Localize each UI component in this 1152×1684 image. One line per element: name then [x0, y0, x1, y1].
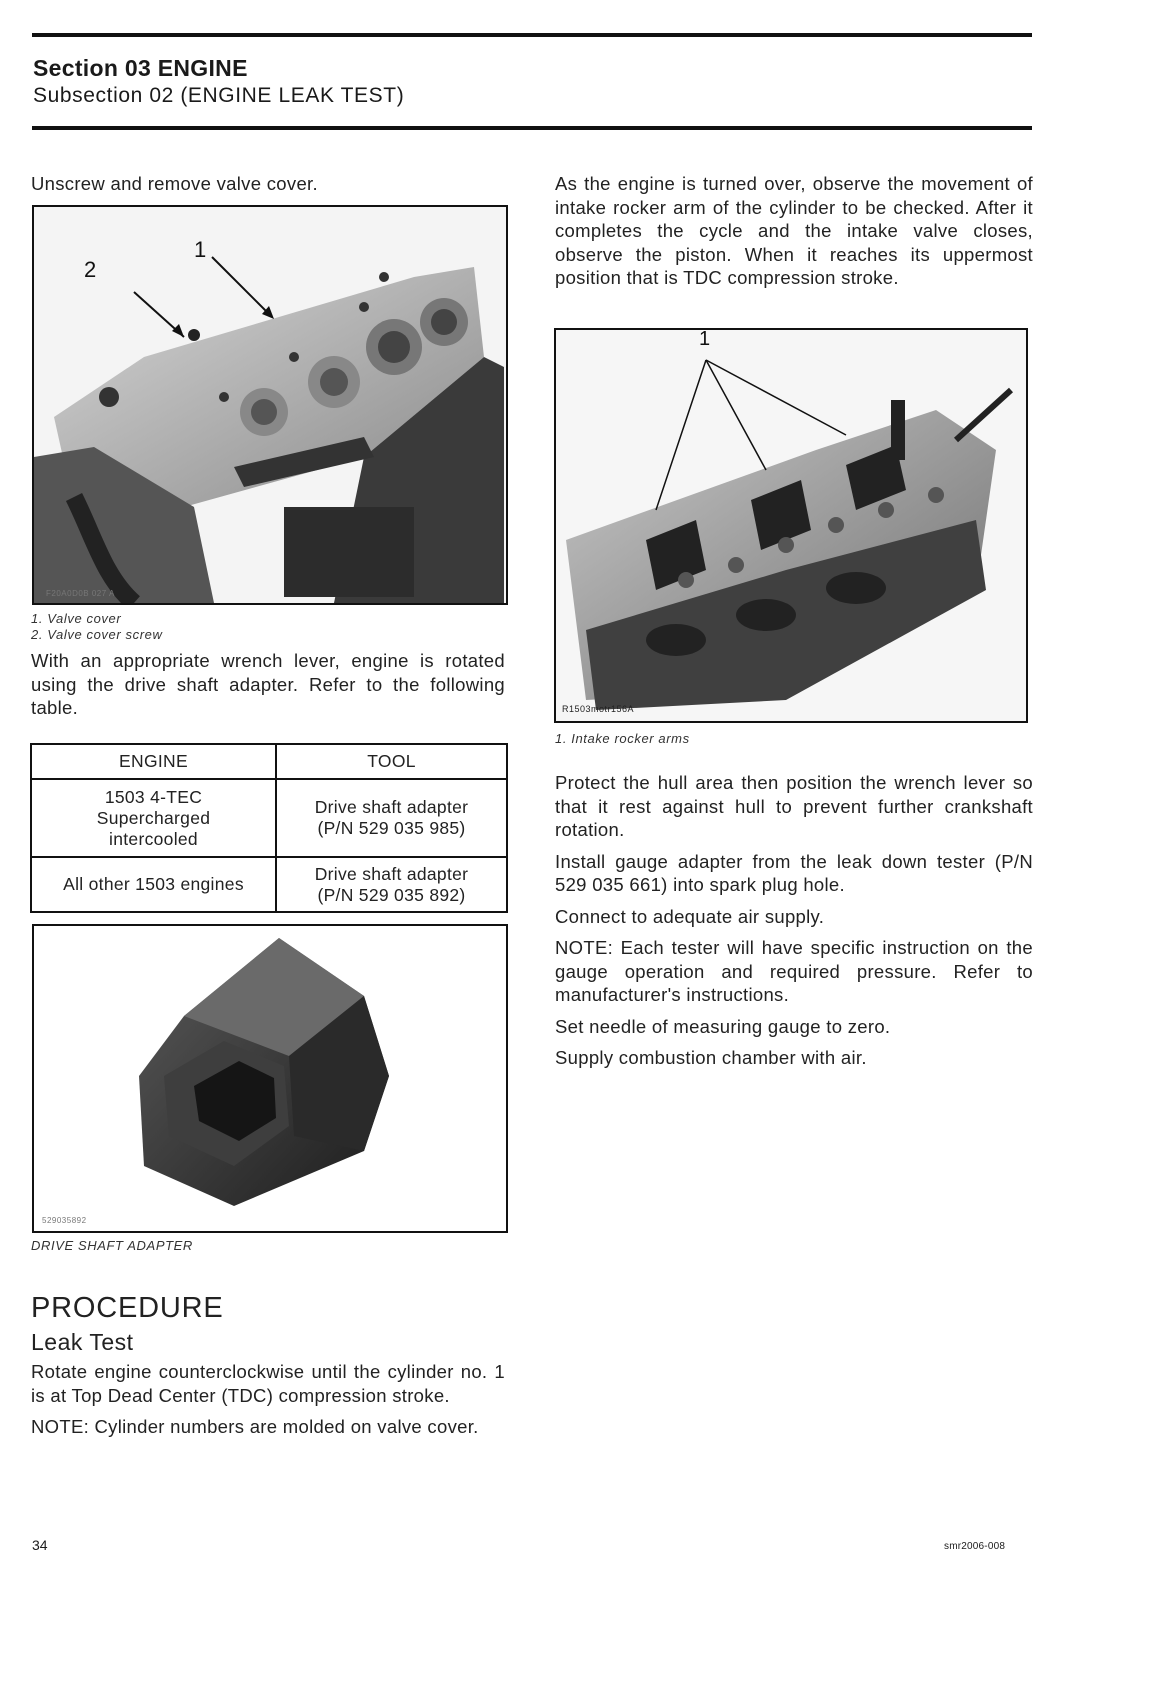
fig1-legend — [31, 611, 511, 643]
note-label: NOTE: — [31, 1416, 90, 1437]
header-engine: ENGINE — [31, 744, 276, 779]
header-tool: TOOL — [276, 744, 507, 779]
instruction-rotate-engine: With an appropriate wrench lever, engine is rotated using the drive shaft adapter. Refer to the following table. — [31, 650, 505, 718]
cell-tool-892: Drive shaft adapter (P/N 529 035 892) — [276, 857, 507, 912]
fig1-callout-1: 1 — [194, 237, 207, 262]
subsection-title: Subsection 02 (ENGINE LEAK TEST) — [33, 84, 405, 107]
procedure-heading: PROCEDURE — [31, 1292, 224, 1324]
instruction-connect-air: Connect to adequate air supply. — [555, 905, 825, 927]
fig2-code: 529035892 — [42, 1216, 87, 1225]
note-tester-instructions — [555, 936, 1033, 1007]
figure-valve-cover — [32, 205, 508, 605]
note-label: NOTE: — [555, 937, 614, 958]
header-rule-bottom — [32, 126, 1032, 130]
document-code: smr2006-008 — [944, 1541, 1006, 1552]
figure-drive-shaft-adapter — [32, 924, 508, 1233]
leak-test-heading: Leak Test — [31, 1328, 134, 1355]
instruction-set-needle: Set needle of measuring gauge to zero. — [555, 1015, 891, 1037]
tool-table-wrap — [30, 743, 508, 913]
cell-tool-985: Drive shaft adapter (P/N 529 035 985) — [276, 779, 507, 857]
legend-valve-cover-screw: 2. Valve cover screw — [31, 627, 163, 642]
table-row — [31, 857, 507, 912]
note-text: Cylinder numbers are molded on valve cover. — [94, 1416, 479, 1437]
instruction-remove-valve-cover: Unscrew and remove valve cover. — [31, 173, 318, 194]
fig1-callout-2: 2 — [84, 257, 97, 282]
instruction-observe-rocker: As the engine is turned over, observe the movement of intake rocker arm of the cylinder to be checked. After it completes the cycle and the intake valve closes, observe the piston. When it reaches its uppermost position that is TDC compression stroke. — [555, 173, 1033, 288]
rocker-arms-photo — [556, 330, 1026, 721]
fig3-legend: 1. Intake rocker arms — [555, 731, 690, 746]
drive-shaft-adapter-photo — [34, 926, 506, 1231]
fig2-caption: DRIVE SHAFT ADAPTER — [31, 1238, 193, 1253]
table-header-row — [31, 744, 507, 779]
fig1-code: F20A0D0B 027 A — [46, 589, 115, 598]
fig3-code: R1503motr156A — [562, 704, 635, 714]
instruction-rotate-ccw: Rotate engine counterclockwise until the cylinder no. 1 is at Top Dead Center (TDC) compression stroke. — [31, 1361, 505, 1406]
instruction-supply-air: Supply combustion chamber with air. — [555, 1047, 867, 1068]
right-column-body — [555, 771, 1033, 1070]
cell-engine-supercharged: 1503 4-TEC Supercharged intercooled — [31, 779, 276, 857]
procedure-section — [31, 1292, 505, 1439]
table-row — [31, 779, 507, 857]
header-rule-top — [32, 33, 1032, 37]
note-cylinder-numbers — [31, 1415, 505, 1439]
fig3-callout-1: 1 — [699, 328, 711, 350]
tool-table — [30, 743, 508, 913]
instruction-install-gauge: Install gauge adapter from the leak down tester (P/N 529 035 661) into spark plug hole. — [555, 850, 1033, 895]
figure-intake-rocker-arms — [554, 328, 1028, 723]
left-column — [31, 172, 511, 196]
instruction-protect-hull: Protect the hull area then position the wrench lever so that it rest against hull to prevent further crankshaft rotation. — [555, 772, 1033, 840]
cell-engine-other: All other 1503 engines — [31, 857, 276, 912]
legend-valve-cover: 1. Valve cover — [31, 611, 122, 626]
note-text: Each tester will have specific instruction on the gauge operation and required pressure. Refer to manufacturer's instructions. — [555, 937, 1033, 1005]
valve-cover-photo — [34, 207, 506, 603]
right-para-1-wrap — [555, 172, 1033, 290]
page-number: 34 — [32, 1537, 48, 1553]
section-title: Section 03 ENGINE — [33, 55, 248, 81]
left-para-2 — [31, 649, 505, 720]
